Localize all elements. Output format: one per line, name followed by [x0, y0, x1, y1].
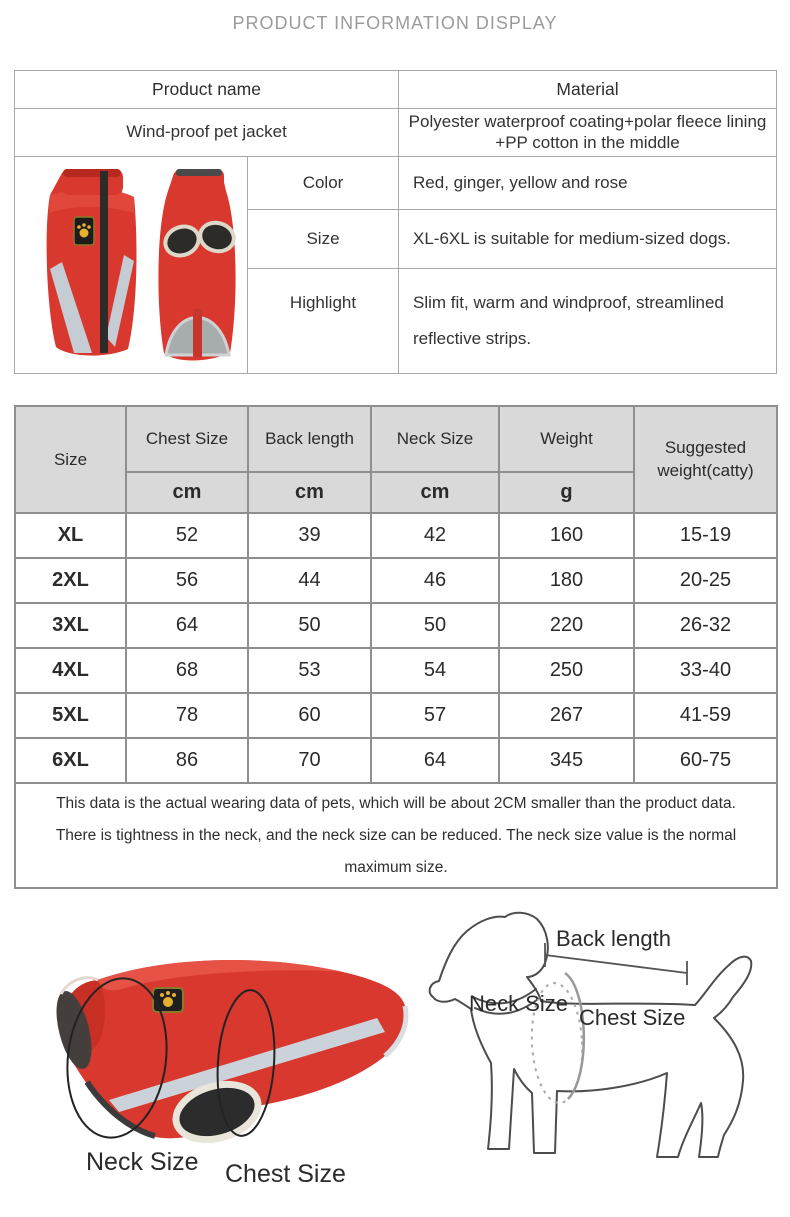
- cell-size: 6XL: [15, 738, 126, 783]
- cell-size: 5XL: [15, 693, 126, 738]
- cell-suggested: 33-40: [634, 648, 777, 693]
- cell-suggested: 26-32: [634, 603, 777, 648]
- size-row-4xl: [15, 648, 777, 693]
- cell-back: 60: [248, 693, 371, 738]
- page-title: PRODUCT INFORMATION DISPLAY: [232, 13, 558, 33]
- unit-weight: g: [499, 472, 634, 513]
- highlight-line-2: reflective strips.: [413, 328, 532, 348]
- dog-neck-size-label: Neck Size: [469, 991, 569, 1016]
- jacket-side-photo: [5, 930, 420, 1180]
- product-photo-cell: [15, 156, 248, 373]
- cell-neck: 54: [371, 648, 499, 693]
- cell-weight: 267: [499, 693, 634, 738]
- cell-back: 53: [248, 648, 371, 693]
- cell-weight: 220: [499, 603, 634, 648]
- cell-neck: 46: [371, 558, 499, 603]
- cell-suggested: 41-59: [634, 693, 777, 738]
- cell-back: 39: [248, 513, 371, 558]
- highlight-line-1: Slim fit, warm and windproof, streamlined: [413, 292, 724, 312]
- cell-size: 4XL: [15, 648, 126, 693]
- col-header-size: Size: [15, 406, 126, 513]
- cell-suggested: 20-25: [634, 558, 777, 603]
- cell-weight: 345: [499, 738, 634, 783]
- size-row-3xl: [15, 603, 777, 648]
- cell-chest: 68: [126, 648, 248, 693]
- color-label: Color: [248, 156, 399, 210]
- jacket-neck-size-label: Neck Size: [86, 1148, 199, 1176]
- size-row-xl: [15, 513, 777, 558]
- cell-suggested: 60-75: [634, 738, 777, 783]
- cell-chest: 64: [126, 603, 248, 648]
- note-line-2: There is tightness in the neck, and the neck size can be reduced. The neck size value is the normal maximum size.: [55, 826, 737, 876]
- product-name-value: Wind-proof pet jacket: [15, 109, 399, 157]
- material-line-2: +PP cotton in the middle: [495, 133, 680, 153]
- cell-back: 50: [248, 603, 371, 648]
- material-value: [399, 109, 777, 157]
- cell-weight: 160: [499, 513, 634, 558]
- cell-neck: 50: [371, 603, 499, 648]
- product-photo-front-back: [16, 157, 247, 368]
- size-row-5xl: [15, 693, 777, 738]
- cell-chest: 56: [126, 558, 248, 603]
- material-line-1: Polyester waterproof coating+polar fleece lining: [408, 112, 767, 131]
- cell-neck: 57: [371, 693, 499, 738]
- unit-neck: cm: [371, 472, 499, 513]
- col-header-suggested: Suggested weight(catty): [634, 406, 777, 513]
- unit-back: cm: [248, 472, 371, 513]
- product-info-table: [14, 70, 777, 374]
- cell-size: 3XL: [15, 603, 126, 648]
- cell-weight: 180: [499, 558, 634, 603]
- col-header-neck: Neck Size: [371, 406, 499, 472]
- cell-neck: 42: [371, 513, 499, 558]
- unit-chest: cm: [126, 472, 248, 513]
- cell-back: 44: [248, 558, 371, 603]
- material-header: Material: [399, 71, 777, 109]
- cell-weight: 250: [499, 648, 634, 693]
- product-name-header: Product name: [15, 71, 399, 109]
- col-header-back: Back length: [248, 406, 371, 472]
- size-row-6xl: [15, 738, 777, 783]
- size-value: XL-6XL is suitable for medium-sized dogs.: [399, 210, 777, 268]
- cell-size: 2XL: [15, 558, 126, 603]
- cell-chest: 86: [126, 738, 248, 783]
- col-header-chest: Chest Size: [126, 406, 248, 472]
- col-header-weight: Weight: [499, 406, 634, 472]
- cell-neck: 64: [371, 738, 499, 783]
- cell-chest: 52: [126, 513, 248, 558]
- color-value: Red, ginger, yellow and rose: [399, 156, 777, 210]
- dog-back-length-label: Back length: [556, 926, 671, 951]
- cell-suggested: 15-19: [634, 513, 777, 558]
- dog-chest-size-label: Chest Size: [579, 1005, 686, 1030]
- size-chart-table: [14, 405, 778, 889]
- size-row-2xl: [15, 558, 777, 603]
- size-chart-notes: [15, 783, 777, 888]
- cell-size: XL: [15, 513, 126, 558]
- highlight-label: Highlight: [248, 268, 399, 373]
- size-label: Size: [248, 210, 399, 268]
- cell-back: 70: [248, 738, 371, 783]
- highlight-value: [399, 268, 777, 373]
- note-line-1: This data is the actual wearing data of pets, which will be about 2CM smaller than the product data.: [56, 795, 736, 812]
- jacket-chest-size-label: Chest Size: [225, 1160, 346, 1188]
- cell-chest: 78: [126, 693, 248, 738]
